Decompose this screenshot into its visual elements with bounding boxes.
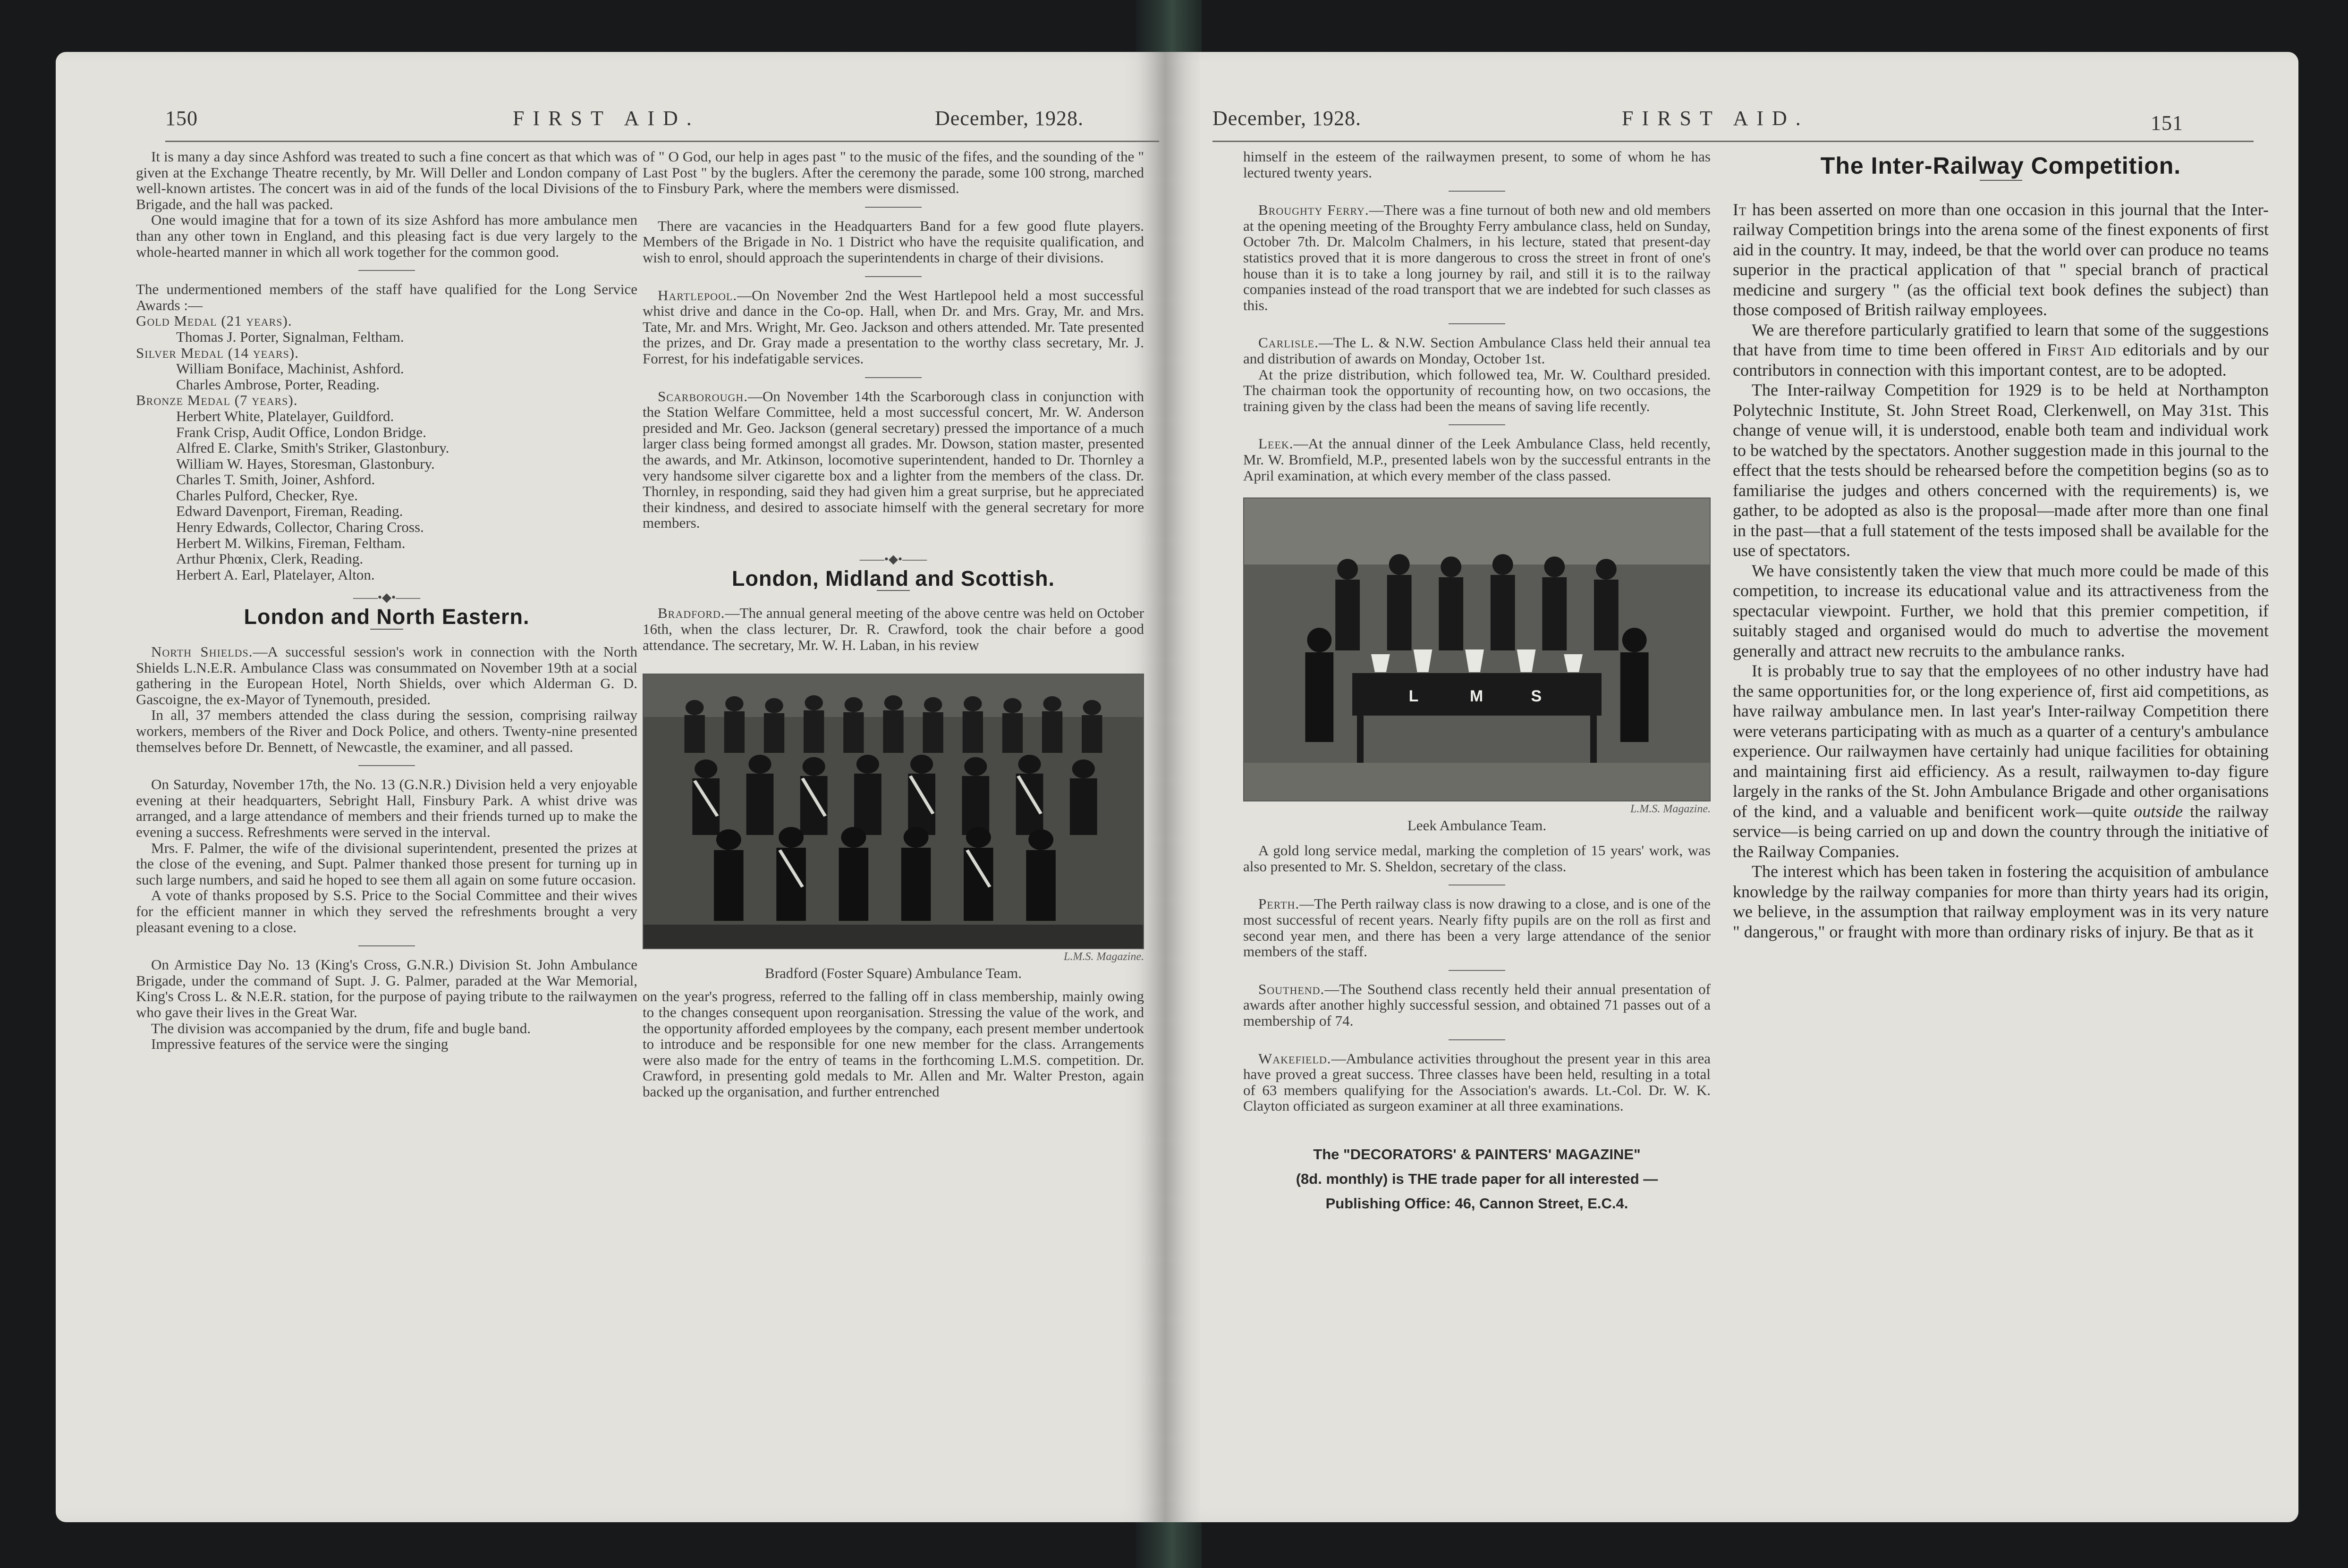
paragraph: Impressive features of the service were the singing [151,1036,449,1053]
separator [1449,191,1505,192]
place-lead: Wakefield. [1258,1050,1331,1067]
paragraph: Wakefield.—Ambulance activities throughout the present year in this area have proved a great success. Three classes have been held, resulting in a total of 63 members qualifying for the Association's awards. Lt.-Col. Dr. W. K. Clayton officiated as surgeon examiner at all three examinations. [1243,1050,1711,1114]
emphasis: outside [2134,801,2183,821]
medal-heading: Gold Medal (21 years). [136,312,292,329]
list-item: Herbert A. Earl, Platelayer, Alton. [176,566,375,583]
drop-lead: It [1733,200,1747,219]
left-column-1 [136,149,637,1052]
medal-heading: Bronze Medal (7 years). [136,392,298,409]
place-lead: North Shields. [151,643,253,660]
section-title: London, Midland and Scottish. [732,566,1055,590]
ad-line: The "DECORATORS' & PAINTERS' MAGAZINE" [1313,1146,1641,1163]
medal-heading: Silver Medal (14 years). [136,344,299,361]
journal-name: First Aid [2047,340,2117,359]
place-lead: Southend. [1258,980,1325,997]
section-title: London and North Eastern. [244,605,530,629]
paragraph: One would imagine that for a town of its size Ashford has more ambulance men than any other town in England, and this pleasing fact is due very largely to the whole-hearted manner in which all work together for the common good. [136,211,637,260]
bradford-team-photo [643,674,1144,949]
running-head: FIRST AID. [513,107,700,130]
photo-image [1244,498,1710,801]
list-item: Edward Davenport, Fireman, Reading. [176,503,403,520]
section-underline [370,629,403,630]
photo-caption: Leek Ambulance Team. [1407,817,1547,834]
advertisement [1243,1142,1711,1216]
issue-date: December, 1928. [1212,107,1362,130]
separator [865,207,922,208]
place-lead: Bradford. [658,605,725,622]
photo-credit: L.M.S. Magazine. [1064,951,1144,963]
header-rule [165,141,1159,142]
header-rule [1212,141,2254,142]
list-item: Charles Pulford, Checker, Rye. [176,487,358,504]
place-lead: Broughty Ferry. [1258,202,1369,219]
table-letter: L [1408,687,1419,706]
separator [358,945,415,946]
list-item: Herbert White, Platelayer, Guildford. [176,407,394,424]
paragraph: on the year's progress, referred to the falling off in class membership, mainly owing to the changes consequent upon reorganisation. Stressing the value of the work, and the opportunity afforded employees by the company, each present member undertook to introduce and be responsible for one new member for the class. Arrangements were also made for the entry of teams in the forthcoming L.M.S. competition. Dr. Crawford, in presenting gold medals to Mr. Allen and Mr. Walter Preston, again backed up the organisation, and further entrenched [643,988,1144,1100]
paragraph: The division was accompanied by the drum, fife and bugle band. [151,1020,531,1037]
list-item: Charles Ambrose, Porter, Reading. [176,376,380,393]
list-item: William Boniface, Machinist, Ashford. [176,360,404,377]
paragraph: of " O God, our help in ages past " to the music of the fifes, and the sounding of the " Last Post " by the buglers. After the ceremony the parade, some 100 strong, marched to Finsbury Park, where the members were dismissed. [643,148,1144,197]
paragraph: Leek.—At the annual dinner of the Leek Ambulance Class, held recently, Mr. W. Bromfield, M.P., presented labels won by the successful entrants in the April examination, at which every member of the class passed. [1243,435,1711,484]
paragraph: We have consistently taken the view that much more could be made of this competition, to increase its educational value and its attractiveness from the spectacular viewpoint. Further, we hold that this premier competition, if suitably staged and organised would do much to advertise the movement generally and attract new recruits to the ambulance ranks. [1733,561,2269,660]
paragraph: On Saturday, November 17th, the No. 13 (G.N.R.) Division held a very enjoyable evening at their headquarters, Sebright Hall, Finsbury Park. A whist drive was arranged, and a large attendance of members and their friends turned up to make the evening a success. Refreshments were served in the interval. [136,776,637,840]
ornament: ——•◆•—— [353,590,421,605]
list-item: William W. Hayes, Storesman, Glastonbury. [176,455,435,472]
paragraph: We are therefore particularly gratified to learn that some of the suggestions that have from time to time been offered in First Aid editorials and by our contributors in connection with this important contest, are to be adopted. [1733,320,2269,379]
paragraph: North Shields.—A successful session's work in connection with the North Shields L.N.E.R. Ambulance Class was consummated on November 19th at a social gathering in the European Hotel, North Shields, over which Alderman G. D. Gascoigne, the ex-Mayor of Tynemouth, presided. [136,643,637,708]
page-number: 150 [165,107,198,130]
separator [1449,323,1505,324]
separator [1449,970,1505,971]
ad-line: (8d. monthly) is THE trade paper for all interested — [1296,1171,1658,1187]
paragraph: Bradford.—The annual general meeting of the above centre was held on October 16th, when the class lecturer, Dr. R. Crawford, took the chair before a good attendance. The secretary, Mr. W. H. Laban, in his review [643,605,1144,653]
table-letter: S [1531,687,1542,706]
right-column-1 [1243,149,1711,1216]
paragraph: It is many a day since Ashford was treated to such a fine concert as that which was given at the Exchange Theatre recently, by Mr. Will Deller and London company of well-known artistes. The concert was in aid of the funds of the local Divisions of the Brigade, and the hall was packed. [136,148,637,212]
paragraph: A gold long service medal, marking the completion of 15 years' work, was also presented to Mr. S. Sheldon, secretary of the class. [1243,842,1711,875]
paragraph: A vote of thanks proposed by S.S. Price to the Social Committee and their wives for the efficient manner in which they served the refreshments brought a very pleasant evening to a close. [136,887,637,936]
paragraph: The Inter-railway Competition for 1929 is to be held at Northampton Polytechnic Institute, St. John Street Road, Clerkenwell, on May 31st. This change of venue will, it is understood, enable both team and individual work to be watched by the spectators. Another suggestion made in this journal to the effect that the tests should be rehearsed before the competition begins (so as to familiarise the judges and others concerned with the requirements) is, we gather, to be adopted as also is the proposal—made after more than one final in the past—that a full statement of the tests imposed shall be available for the use of spectators. [1733,380,2269,560]
ad-line: Publishing Office: 46, Cannon Street, E.C.4. [1325,1195,1628,1212]
page-number: 151 [2151,111,2183,135]
paragraph: himself in the esteem of the railwaymen present, to some of whom he has lectured twenty years. [1243,148,1711,181]
list-item: Thomas J. Porter, Signalman, Feltham. [176,328,404,345]
medal-list [136,313,637,582]
ornament: ——•◆•—— [859,552,927,566]
separator [865,377,922,378]
left-column-2 [643,149,1144,1100]
separator [1449,1039,1505,1040]
paragraph: Southend.—The Southend class recently held their annual presentation of awards after another highly successful session, and obtained 71 passes out of a membership of 74. [1243,980,1711,1029]
running-head: FIRST AID. [1622,107,1809,130]
paragraph: Hartlepool.—On November 2nd the West Hartlepool held a most successful whist drive and dance in the Co-op. Hall, when Dr. and Mrs. Gray, Mr. and Mrs. Tate, Mr. and Mrs. Wright, Mr. Geo. Jackson and others attended. Mr. Tate presented the prizes, and Dr. Gray made a presentation to the worthy class secretary, Mr. J. Forrest, for his indefatigable services. [643,287,1144,367]
list-item: Alfred E. Clarke, Smith's Striker, Glastonbury. [176,439,449,456]
paragraph: Broughty Ferry.—There was a fine turnout of both new and old members at the opening meeting of the Broughty Ferry ambulance class, held on Sunday, October 7th. Dr. Malcolm Chalmers, in his lecture, stated that present-day statistics proved that it is more dangerous to cross the street in front of one's house than it is to take a long journey by rail, and still it is to the railway companies instead of the road transport that we are indebted for such classes as this. [1243,202,1711,313]
list-item: Herbert M. Wilkins, Fireman, Feltham. [176,534,406,551]
photo-caption: Bradford (Foster Square) Ambulance Team. [765,964,1022,981]
paragraph: The undermentioned members of the staff have qualified for the Long Service Awards :— [136,281,637,313]
paragraph: On Armistice Day No. 13 (King's Cross, G.N.R.) Division St. John Ambulance Brigade, under the command of Supt. J. G. Palmer, paraded at the War Memorial, King's Cross L. & N.E.R. station, for the purpose of paying tribute to the railwaymen who gave their lives in the Great War. [136,956,637,1020]
paragraph: It is probably true to say that the employees of no other industry have had the same opportunities for, or the long experience of, first aid competitions, as have railway ambulance men. In last year's Inter-railway Competition there were veterans participating with as much as a quarter of a century's ambulance experience. Our railwaymen have certainly had unique facilities for obtaining and maintaining first aid efficiency. As a result, railwaymen to-day figure largely in the ranks of the St. John Ambulance Brigade and other organisations of the kind, and a valuable and benificent work—quite outside the railway service—is being carried on up and down the country through the initiative of the Railway Companies. [1733,661,2269,861]
list-item: Henry Edwards, Collector, Charing Cross. [176,519,424,536]
list-item: Frank Crisp, Audit Office, London Bridge. [176,423,426,440]
place-lead: Carlisle. [1258,334,1319,351]
issue-date: December, 1928. [935,107,1084,130]
list-item: Arthur Phœnix, Clerk, Reading. [176,550,364,567]
paragraph: Perth.—The Perth railway class is now drawing to a close, and is one of the most successful of recent years. Nearly fifty pupils are on the roll as first and second year men, and there has been a very large attendance of the senior members of the staff. [1243,895,1711,960]
separator [865,276,922,277]
article-title: The Inter-Railway Competition. [1820,152,2181,179]
paragraph: Carlisle.—The L. & N.W. Section Ambulance Class held their annual tea and distribution of awards on Monday, October 1st. [1243,334,1711,367]
place-lead: Hartlepool. [658,287,737,303]
separator [358,765,415,766]
leek-team-photo [1243,497,1711,801]
separator [1449,424,1505,425]
place-lead: Perth. [1258,895,1300,912]
paragraph: There are vacancies in the Headquarters Band for a few good flute players. Members of the Brigade in No. 1 District who have the requisite qualification, and wish to enrol, should approach the superintendents in charge of their divisions. [643,217,1144,266]
separator [358,270,415,271]
place-lead: Scarborough. [658,388,748,405]
paragraph: Scarborough.—On November 14th the Scarborough class in conjunction with the Station Welfare Committee, held a most successful concert, Mr. W. Anderson presided and Mr. Geo. Jackson (general secretary) pressed the importance of a much larger class being formed amongst all grades. Mr. Dowson, station master, presented the awards, and Mr. Atkinson, locomotive superintendent, handed to Dr. Thornley a very handsome silver cigarette box and a lighter from the members of the class. Dr. Thornley, in responding, said they had given him a great surprise, but he appreciated their kindness, and desired to associate himself with the general secretary for more members. [643,388,1144,531]
photo-credit: L.M.S. Magazine. [1630,803,1711,816]
photo-image [644,674,1143,948]
paragraph: At the prize distribution, which followed tea, Mr. W. Coulthard presided. The chairman took the opportunity of recounting how, on two occasions, the training given by the class had been the means of saving life recently. [1243,366,1711,414]
table-letter: M [1470,687,1483,706]
paragraph: Mrs. F. Palmer, the wife of the divisional superintendent, presented the prizes at the close of the evening, and Supt. Palmer thanked those present for turning up in such large numbers, and said he hoped to see them all again on some future occasion. [136,839,637,888]
right-page [1165,52,2298,1522]
paragraph: It has been asserted on more than one occasion in this journal that the Inter-railway Competition brings into the arena some of the finest exponents of first aid in the country. It may, indeed, be that the world over can produce no teams superior in the practical application of that " special branch of practical medicine and surgery " (as the official text book defines the subject) than those composed of British railway employees. [1733,200,2269,319]
left-page [56,52,1165,1522]
right-column-2 [1733,152,2269,942]
section-underline [1980,180,2022,181]
paragraph: The interest which has been taken in fostering the acquisition of ambulance knowledge by the railway companies for more than thirty years had its origin, we believe, in the assumption that railway employment was in its very nature " dangerous," or fraught with more than ordinary risks of injury. Be that as it [1733,862,2269,941]
paragraph: In all, 37 members attended the class during the session, comprising railway workers, members of the River and Dock Police, and others. Twenty-nine presented themselves before Dr. Bennett, of Newcastle, the examiner, and all passed. [136,707,637,755]
place-lead: Leek. [1258,435,1294,452]
list-item: Charles T. Smith, Joiner, Ashford. [176,471,375,488]
